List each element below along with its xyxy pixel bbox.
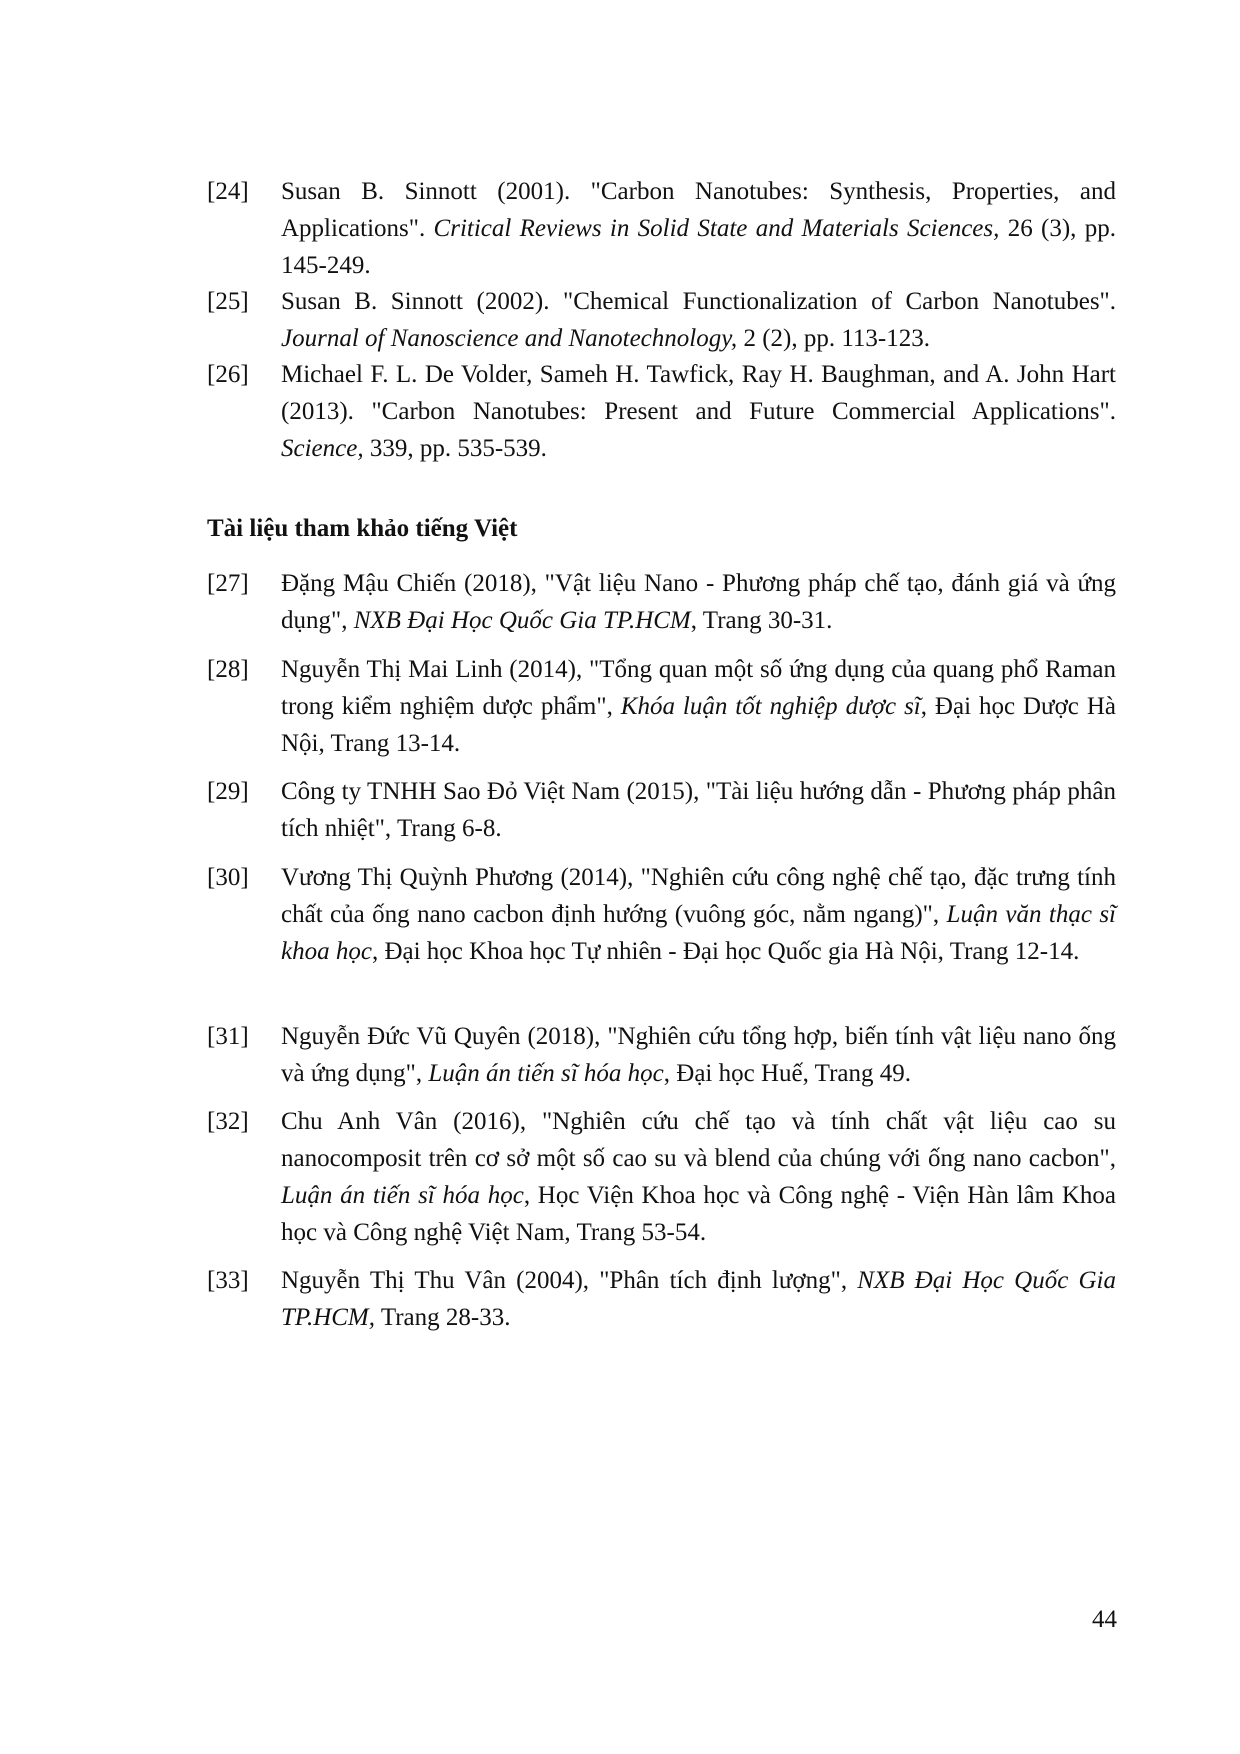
reference-entry xyxy=(207,565,1116,639)
reference-source: Journal of Nanoscience and Nanotechnology, xyxy=(281,325,738,352)
reference-number: [25] xyxy=(207,288,249,315)
reference-source: Luận án tiến sĩ hóa học xyxy=(428,1060,664,1087)
reference-entry xyxy=(207,356,1116,467)
reference-text: Đặng Mậu Chiến (2018), "Vật liệu Nano - Phương pháp chế tạo, đánh giá và ứng dụng", NXB Đại Học Quốc Gia TP.HCM, Trang 30-31. xyxy=(281,570,1116,634)
reference-text: Công ty TNHH Sao Đỏ Việt Nam (2015), "Tài liệu hướng dẫn - Phương pháp phân tích nhiệt", Trang 6-8. xyxy=(281,778,1116,842)
reference-source: Luận án tiến sĩ hóa học xyxy=(281,1182,524,1209)
reference-source: Luận văn thạc sĩ khoa học xyxy=(281,901,1116,965)
reference-number: [30] xyxy=(207,864,249,891)
reference-entry xyxy=(207,859,1116,970)
reference-number: [31] xyxy=(207,1023,249,1050)
reference-text: Chu Anh Vân (2016), "Nghiên cứu chế tạo và tính chất vật liệu cao su nanocomposit trên cơ sở một số cao su và blend của chúng với ống nano cacbon", Luận án tiến sĩ hóa học, Học Viện Khoa học và Công nghệ - Viện Hàn lâm Khoa học và Công nghệ Việt Nam, Trang 53-54. xyxy=(281,1108,1116,1246)
reference-entry xyxy=(207,651,1116,762)
section-heading: Tài liệu tham khảo tiếng Việt xyxy=(207,515,518,542)
reference-entry xyxy=(207,173,1116,284)
reference-text: Susan B. Sinnott (2002). "Chemical Functionalization of Carbon Nanotubes". Journal of Nanoscience and Nanotechnology, 2 (2), pp. 113-123. xyxy=(281,288,1116,352)
reference-source: Critical Reviews in Solid State and Materials Sciences, xyxy=(433,215,1000,242)
reference-number: [26] xyxy=(207,361,249,388)
page-number: 44 xyxy=(1092,1606,1117,1633)
reference-number: [28] xyxy=(207,656,249,683)
reference-number: [29] xyxy=(207,778,249,805)
reference-number: [27] xyxy=(207,570,249,597)
reference-source: Science, xyxy=(281,435,364,462)
reference-number: [24] xyxy=(207,178,249,205)
reference-entry xyxy=(207,773,1116,847)
reference-text: Vương Thị Quỳnh Phương (2014), "Nghiên cứu công nghệ chế tạo, đặc trưng tính chất của ống nano cacbon định hướng (vuông góc, nằm ngang)", Luận văn thạc sĩ khoa học, Đại học Khoa học Tự nhiên - Đại học Quốc gia Hà Nội, Trang 12-14. xyxy=(281,864,1116,965)
reference-entry xyxy=(207,1018,1116,1092)
reference-text: Susan B. Sinnott (2001). "Carbon Nanotubes: Synthesis, Properties, and Applications". Critical Reviews in Solid State and Materials Sciences, 26 (3), pp. 145-249. xyxy=(281,178,1117,279)
reference-number: [32] xyxy=(207,1108,249,1135)
reference-entry xyxy=(207,1262,1116,1336)
reference-source: NXB Đại Học Quốc Gia TP.HCM, xyxy=(281,1267,1116,1331)
reference-text: Nguyễn Thị Mai Linh (2014), "Tổng quan một số ứng dụng của quang phổ Raman trong kiểm nghiệm dược phẩm", Khóa luận tốt nghiệp dược sĩ, Đại học Dược Hà Nội, Trang 13-14. xyxy=(281,656,1116,757)
reference-entry xyxy=(207,283,1116,357)
reference-source: NXB Đại Học Quốc Gia TP.HCM xyxy=(353,607,691,634)
reference-text: Nguyễn Thị Thu Vân (2004), "Phân tích định lượng", NXB Đại Học Quốc Gia TP.HCM, Trang 28-33. xyxy=(281,1267,1116,1331)
reference-number: [33] xyxy=(207,1267,249,1294)
reference-text: Michael F. L. De Volder, Sameh H. Tawfick, Ray H. Baughman, and A. John Hart (2013). "Carbon Nanotubes: Present and Future Commercial Applications". Science, 339, pp. 535-539. xyxy=(281,361,1116,462)
reference-source: Khóa luận tốt nghiệp dược sĩ xyxy=(620,693,921,720)
reference-text: Nguyễn Đức Vũ Quyên (2018), "Nghiên cứu tổng hợp, biến tính vật liệu nano ống và ứng dụng", Luận án tiến sĩ hóa học, Đại học Huế, Trang 49. xyxy=(281,1023,1116,1087)
reference-entry xyxy=(207,1103,1116,1251)
